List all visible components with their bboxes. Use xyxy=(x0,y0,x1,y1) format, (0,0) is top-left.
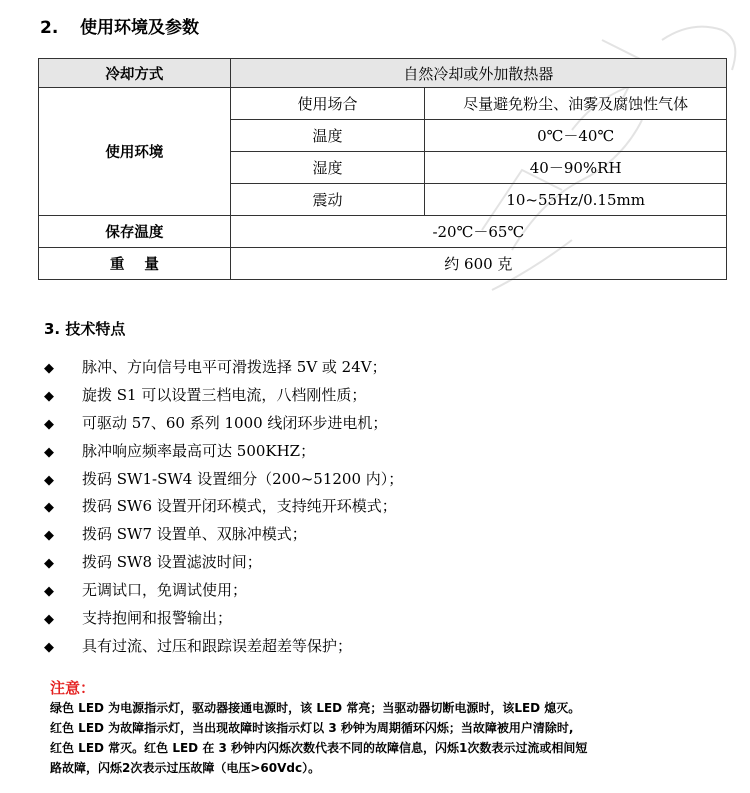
diamond-icon: ◆ xyxy=(44,528,54,544)
section-2-heading xyxy=(40,14,199,42)
list-item xyxy=(44,410,403,438)
table-row xyxy=(39,88,727,120)
weight-value: 约 600 克 xyxy=(230,248,726,280)
feature-text: 具有过流、过压和跟踪误差超差等保护； xyxy=(82,636,353,655)
feature-text: 脉冲响应频率最高可达 500KHZ； xyxy=(82,441,316,460)
section-2-number: 2. xyxy=(40,18,59,38)
feature-text: 可驱动 57、60 系列 1000 线闭环步进电机； xyxy=(82,413,388,432)
list-item xyxy=(44,438,403,466)
list-item xyxy=(44,466,403,494)
storage-temp-value: -20℃－65℃ xyxy=(230,216,726,248)
note-body xyxy=(50,698,710,778)
diamond-icon: ◆ xyxy=(44,584,54,600)
diamond-icon: ◆ xyxy=(44,612,54,628)
list-item xyxy=(44,577,403,605)
list-item xyxy=(44,382,403,410)
env-name-cell: 使用场合 xyxy=(230,88,425,120)
section-3-heading xyxy=(44,316,125,342)
diamond-icon: ◆ xyxy=(44,388,54,404)
note-line: 绿色 LED 为电源指示灯，驱动器接通电源时，该 LED 常亮；当驱动器切断电源时，该LED 熄灭。 xyxy=(50,701,581,715)
section-3-title: 技术特点 xyxy=(65,320,126,338)
list-item xyxy=(44,354,403,382)
table-row xyxy=(39,59,727,88)
env-value-cell: 尽量避免粉尘、油雾及腐蚀性气体 xyxy=(425,88,727,120)
diamond-icon: ◆ xyxy=(44,416,54,432)
note-line: 路故障，闪烁2次表示过压故障（电压>60Vdc）。 xyxy=(50,761,321,775)
note-line: 红色 LED 常灭。红色 LED 在 3 秒钟内闪烁次数代表不同的故障信息，闪烁1次数表示过流或相间短 xyxy=(50,741,588,755)
diamond-icon: ◆ xyxy=(44,639,54,655)
table-row xyxy=(39,248,727,280)
note-title: 注意： xyxy=(50,679,96,697)
cooling-label: 冷却方式 xyxy=(39,59,231,88)
diamond-icon: ◆ xyxy=(44,472,54,488)
list-item xyxy=(44,605,403,633)
table-row xyxy=(39,216,727,248)
cooling-value: 自然冷却或外加散热器 xyxy=(230,59,726,88)
env-value-cell: 40－90%RH xyxy=(425,152,727,184)
section-3-number: 3. xyxy=(44,320,61,338)
feature-text: 拨码 SW1-SW4 设置细分（200~51200 内）； xyxy=(82,469,404,488)
list-item xyxy=(44,633,403,661)
environment-label: 使用环境 xyxy=(39,88,231,216)
storage-temp-label: 保存温度 xyxy=(39,216,231,248)
feature-text: 支持抱闸和报警输出； xyxy=(82,609,233,628)
diamond-icon: ◆ xyxy=(44,556,54,572)
note-line: 红色 LED 为故障指示灯，当出现故障时该指示灯以 3 秒钟为周期循环闪烁；当故障被用户清除时, xyxy=(50,721,574,735)
feature-text: 脉冲、方向信号电平可滑拨选择 5V 或 24V； xyxy=(82,358,387,376)
env-name-cell: 震动 xyxy=(230,184,425,216)
feature-text: 拨码 SW7 设置单、双脉冲模式； xyxy=(82,525,307,544)
list-item xyxy=(44,549,403,577)
feature-text: 旋拨 S1 可以设置三档电流，八档刚性质； xyxy=(82,385,367,404)
environment-parameters-table xyxy=(38,58,727,280)
diamond-icon: ◆ xyxy=(44,500,54,516)
feature-text: 拨码 SW8 设置滤波时间； xyxy=(82,553,262,572)
weight-label: 重量 xyxy=(39,248,231,280)
feature-text: 无调试口，免调试使用； xyxy=(82,581,248,600)
env-value-cell: 0℃－40℃ xyxy=(425,120,727,152)
feature-text: 拨码 SW6 设置开闭环模式，支持纯开环模式； xyxy=(82,497,397,516)
env-value-cell: 10~55Hz/0.15mm xyxy=(425,184,727,216)
list-item xyxy=(44,493,403,521)
feature-list xyxy=(44,354,403,661)
diamond-icon: ◆ xyxy=(44,361,54,376)
diamond-icon: ◆ xyxy=(44,444,54,460)
list-item xyxy=(44,521,403,549)
env-name-cell: 湿度 xyxy=(230,152,425,184)
section-2-title: 使用环境及参数 xyxy=(80,18,199,38)
env-name-cell: 温度 xyxy=(230,120,425,152)
